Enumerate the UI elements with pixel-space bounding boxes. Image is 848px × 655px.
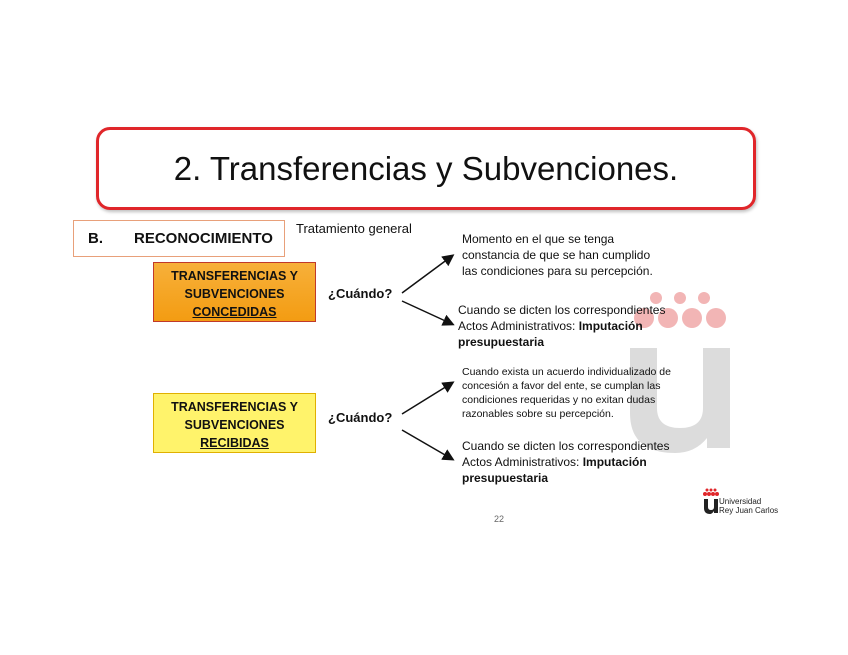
text-bold: Imputación [578,319,643,333]
section-label: RECONOCIMIENTO [134,230,273,247]
arrow-recibidas-up [402,383,452,414]
recibidas-option1 [462,365,671,421]
text-line: concesión a favor del ente, se cumplan las [462,380,661,392]
arrow-concedidas-up [402,256,452,293]
text-line: razonables sobre su percepción. [462,408,614,420]
category-recibidas [153,393,316,453]
slide-title: 2. Transferencias y Subvenciones. [173,149,679,187]
text-line: condiciones requeridas y no exitan dudas [462,394,656,406]
text-line: Cuando exista un acuerdo individualizado de [462,366,671,378]
text-line: las condiciones para su percepción. [462,264,653,278]
text-bold: Imputación [582,455,647,469]
university-name [719,497,778,515]
concedidas-option2 [458,302,665,350]
recibidas-line2: SUBVENCIONES [184,418,285,432]
concedidas-option1 [462,231,653,279]
section-letter: B. [88,230,103,247]
university-logo-icon [703,488,719,519]
text-line: Cuando se dicten los correspondientes [462,439,670,453]
arrow-concedidas-down [402,301,452,324]
question-concedidas: ¿Cuándo? [328,286,393,301]
page-number: 22 [494,514,505,524]
text-line: constancia de que se han cumplido [462,248,651,262]
arrow-recibidas-down [402,430,452,459]
concedidas-line2: SUBVENCIONES [184,287,285,301]
text-bold: presupuestaria [462,471,549,485]
text-line: Actos Administrativos: [458,319,579,333]
logo-line2: Rey Juan Carlos [719,506,779,515]
text-line: Actos Administrativos: [462,455,583,469]
recibidas-line3: RECIBIDAS [200,436,269,450]
text-line: Momento en el que se tenga [462,232,615,246]
concedidas-line3: CONCEDIDAS [192,305,277,319]
concedidas-line1: TRANSFERENCIAS Y [171,269,298,283]
treatment-label: Tratamiento general [296,221,412,236]
recibidas-option2 [462,438,669,486]
text-line: Cuando se dicten los correspondientes [458,303,666,317]
recibidas-line1: TRANSFERENCIAS Y [171,400,298,414]
logo-line1: Universidad [719,497,762,506]
text-bold: presupuestaria [458,335,545,349]
category-concedidas [153,262,316,322]
question-recibidas: ¿Cuándo? [328,410,393,425]
